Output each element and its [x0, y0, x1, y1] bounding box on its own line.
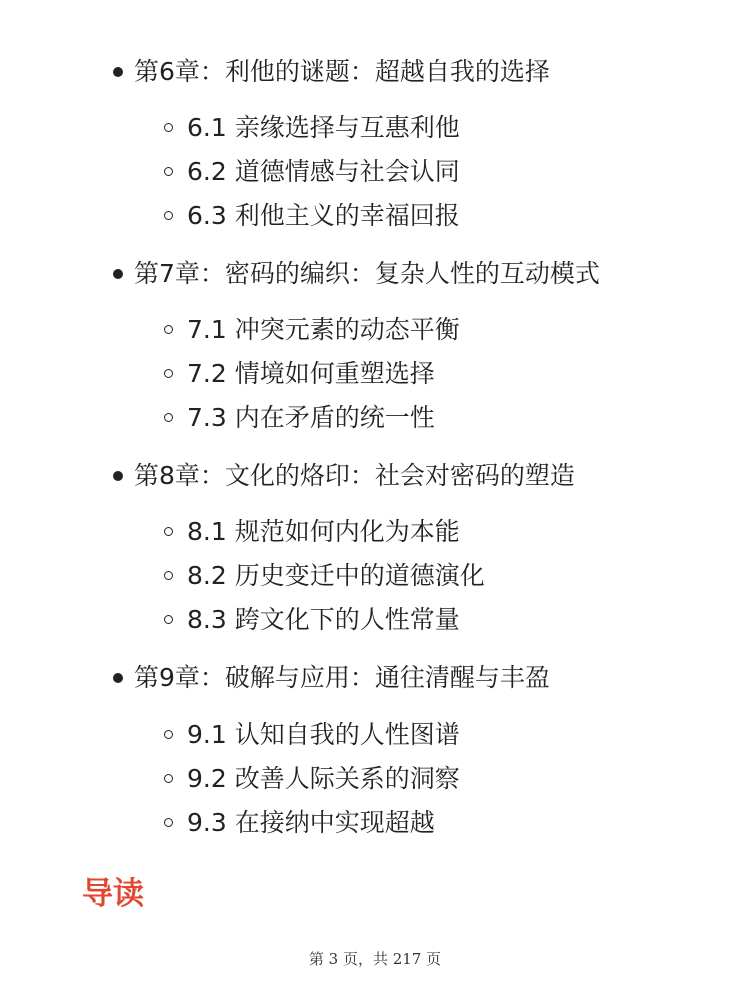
section-title: 7.3 内在矛盾的统一性 — [187, 403, 435, 432]
hollow-bullet-icon — [164, 325, 173, 334]
bullet-icon — [113, 673, 123, 683]
hollow-bullet-icon — [164, 413, 173, 422]
bullet-icon — [113, 269, 123, 279]
hollow-bullet-icon — [164, 369, 173, 378]
hollow-bullet-icon — [164, 211, 173, 220]
hollow-bullet-icon — [164, 818, 173, 827]
hollow-bullet-icon — [164, 123, 173, 132]
section-title: 8.3 跨文化下的人性常量 — [187, 605, 460, 634]
section-title: 7.1 冲突元素的动态平衡 — [187, 315, 460, 344]
hollow-bullet-icon — [164, 730, 173, 739]
hollow-bullet-icon — [164, 571, 173, 580]
section-title: 9.3 在接纳中实现超越 — [187, 808, 435, 837]
bullet-icon — [113, 67, 123, 77]
section-title: 9.2 改善人际关系的洞察 — [187, 764, 460, 793]
hollow-bullet-icon — [164, 615, 173, 624]
page-number-footer: 第 3 页，共 217 页 — [308, 950, 442, 968]
section-heading: 导读 — [82, 876, 144, 912]
hollow-bullet-icon — [164, 527, 173, 536]
chapter-title: 第9章：破解与应用：通往清醒与丰盈 — [134, 663, 550, 692]
section-title: 6.1 亲缘选择与互惠利他 — [187, 113, 460, 142]
chapter-title: 第8章：文化的烙印：社会对密码的塑造 — [134, 461, 575, 490]
section-title: 6.3 利他主义的幸福回报 — [187, 201, 460, 230]
section-title: 6.2 道德情感与社会认同 — [187, 157, 460, 186]
hollow-bullet-icon — [164, 774, 173, 783]
bullet-icon — [113, 471, 123, 481]
hollow-bullet-icon — [164, 167, 173, 176]
section-title: 9.1 认知自我的人性图谱 — [187, 720, 460, 749]
section-title: 7.2 情境如何重塑选择 — [187, 359, 435, 388]
section-title: 8.1 规范如何内化为本能 — [187, 517, 460, 546]
chapter-title: 第7章：密码的编织：复杂人性的互动模式 — [134, 259, 600, 288]
section-title: 8.2 历史变迁中的道德演化 — [187, 561, 485, 590]
chapter-title: 第6章：利他的谜题：超越自我的选择 — [134, 57, 550, 86]
